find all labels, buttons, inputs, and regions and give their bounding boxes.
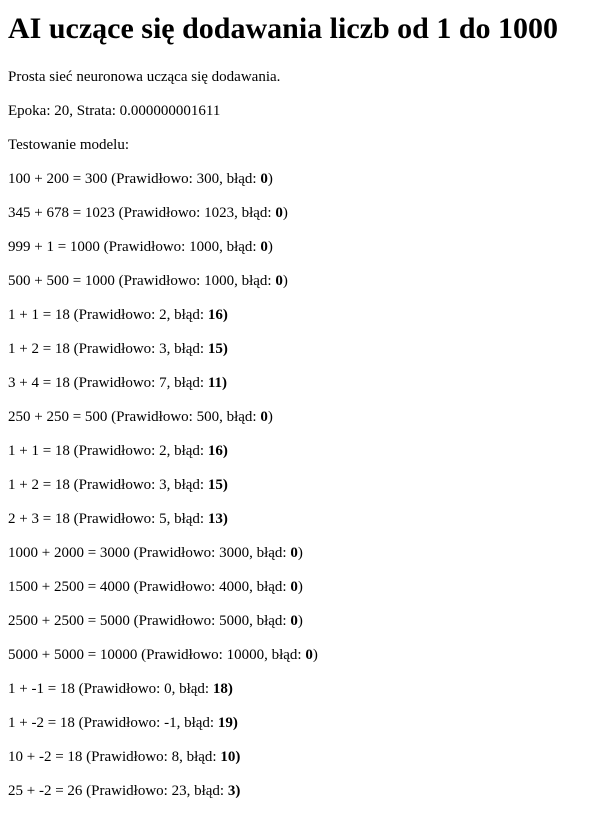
page-description: Prosta sieć neuronowa ucząca się dodawania. [8,69,281,85]
result-closing-paren: ) [297,579,303,595]
result-error-value: 0 [290,545,298,561]
page-title: AI uczące się dodawania liczb od 1 do 1000 [8,12,559,45]
test-result-row [8,238,601,272]
test-heading: Testowanie modelu: [8,137,130,153]
result-error-value: 0 [275,205,283,221]
result-expression: 1 + -1 = 18 (Prawidłowo: 0, błąd: [8,681,213,697]
result-error-value: 16) [207,307,228,323]
result-closing-paren: ) [282,273,288,289]
test-result-row [8,374,601,408]
result-error-value: 15) [207,341,228,357]
test-result-row [8,544,601,578]
result-expression: 10 + -2 = 18 (Prawidłowo: 8, błąd: [8,749,221,765]
test-result-row [8,714,601,748]
result-expression: 1 + 1 = 18 (Prawidłowo: 2, błąd: [8,443,208,459]
test-result-row [8,306,601,340]
result-error-value: 10) [220,749,241,765]
result-expression: 1 + 2 = 18 (Prawidłowo: 3, błąd: [8,477,208,493]
test-result-row [8,612,601,646]
training-status: Epoka: 20, Strata: 0.000000001611 [8,103,221,119]
test-result-row [8,646,601,680]
test-result-row [8,510,601,544]
result-closing-paren: ) [267,239,273,255]
result-error-value: 11) [207,375,227,391]
result-error-value: 0 [260,239,268,255]
result-expression: 250 + 250 = 500 (Prawidłowo: 500, błąd: [8,409,261,425]
test-result-row [8,578,601,612]
test-result-row [8,408,601,442]
result-expression: 1 + -2 = 18 (Prawidłowo: -1, błąd: [8,715,218,731]
result-error-value: 0 [290,579,298,595]
result-expression: 2 + 3 = 18 (Prawidłowo: 5, błąd: [8,511,208,527]
result-error-value: 0 [260,409,268,425]
result-expression: 2500 + 2500 = 5000 (Prawidłowo: 5000, błąd: [8,613,291,629]
result-error-value: 19) [217,715,238,731]
test-result-row [8,170,601,204]
result-expression: 5000 + 5000 = 10000 (Prawidłowo: 10000, błąd: [8,647,306,663]
result-expression: 1000 + 2000 = 3000 (Prawidłowo: 3000, błąd: [8,545,291,561]
test-result-row [8,272,601,306]
result-error-value: 3) [227,783,241,799]
result-error-value: 15) [207,477,228,493]
result-error-value: 0 [305,647,313,663]
test-result-row [8,680,601,714]
result-closing-paren: ) [312,647,318,663]
result-error-value: 0 [290,613,298,629]
result-expression: 1500 + 2500 = 4000 (Prawidłowo: 4000, błąd: [8,579,291,595]
test-result-row [8,204,601,238]
test-result-row [8,442,601,476]
result-error-value: 18) [212,681,233,697]
result-error-value: 16) [207,443,228,459]
result-expression: 1 + 1 = 18 (Prawidłowo: 2, błąd: [8,307,208,323]
result-closing-paren: ) [297,613,303,629]
result-expression: 100 + 200 = 300 (Prawidłowo: 300, błąd: [8,171,261,187]
result-error-value: 0 [260,171,268,187]
result-expression: 345 + 678 = 1023 (Prawidłowo: 1023, błąd: [8,205,276,221]
result-error-value: 0 [275,273,283,289]
test-results-list [8,170,601,816]
result-expression: 1 + 2 = 18 (Prawidłowo: 3, błąd: [8,341,208,357]
result-expression: 3 + 4 = 18 (Prawidłowo: 7, błąd: [8,375,208,391]
result-closing-paren: ) [267,171,273,187]
result-closing-paren: ) [282,205,288,221]
result-expression: 999 + 1 = 1000 (Prawidłowo: 1000, błąd: [8,239,261,255]
test-result-row [8,782,601,816]
test-result-row [8,476,601,510]
result-closing-paren: ) [297,545,303,561]
result-closing-paren: ) [267,409,273,425]
result-expression: 500 + 500 = 1000 (Prawidłowo: 1000, błąd: [8,273,276,289]
result-expression: 25 + -2 = 26 (Prawidłowo: 23, błąd: [8,783,228,799]
test-result-row [8,748,601,782]
test-result-row [8,340,601,374]
result-error-value: 13) [207,511,228,527]
